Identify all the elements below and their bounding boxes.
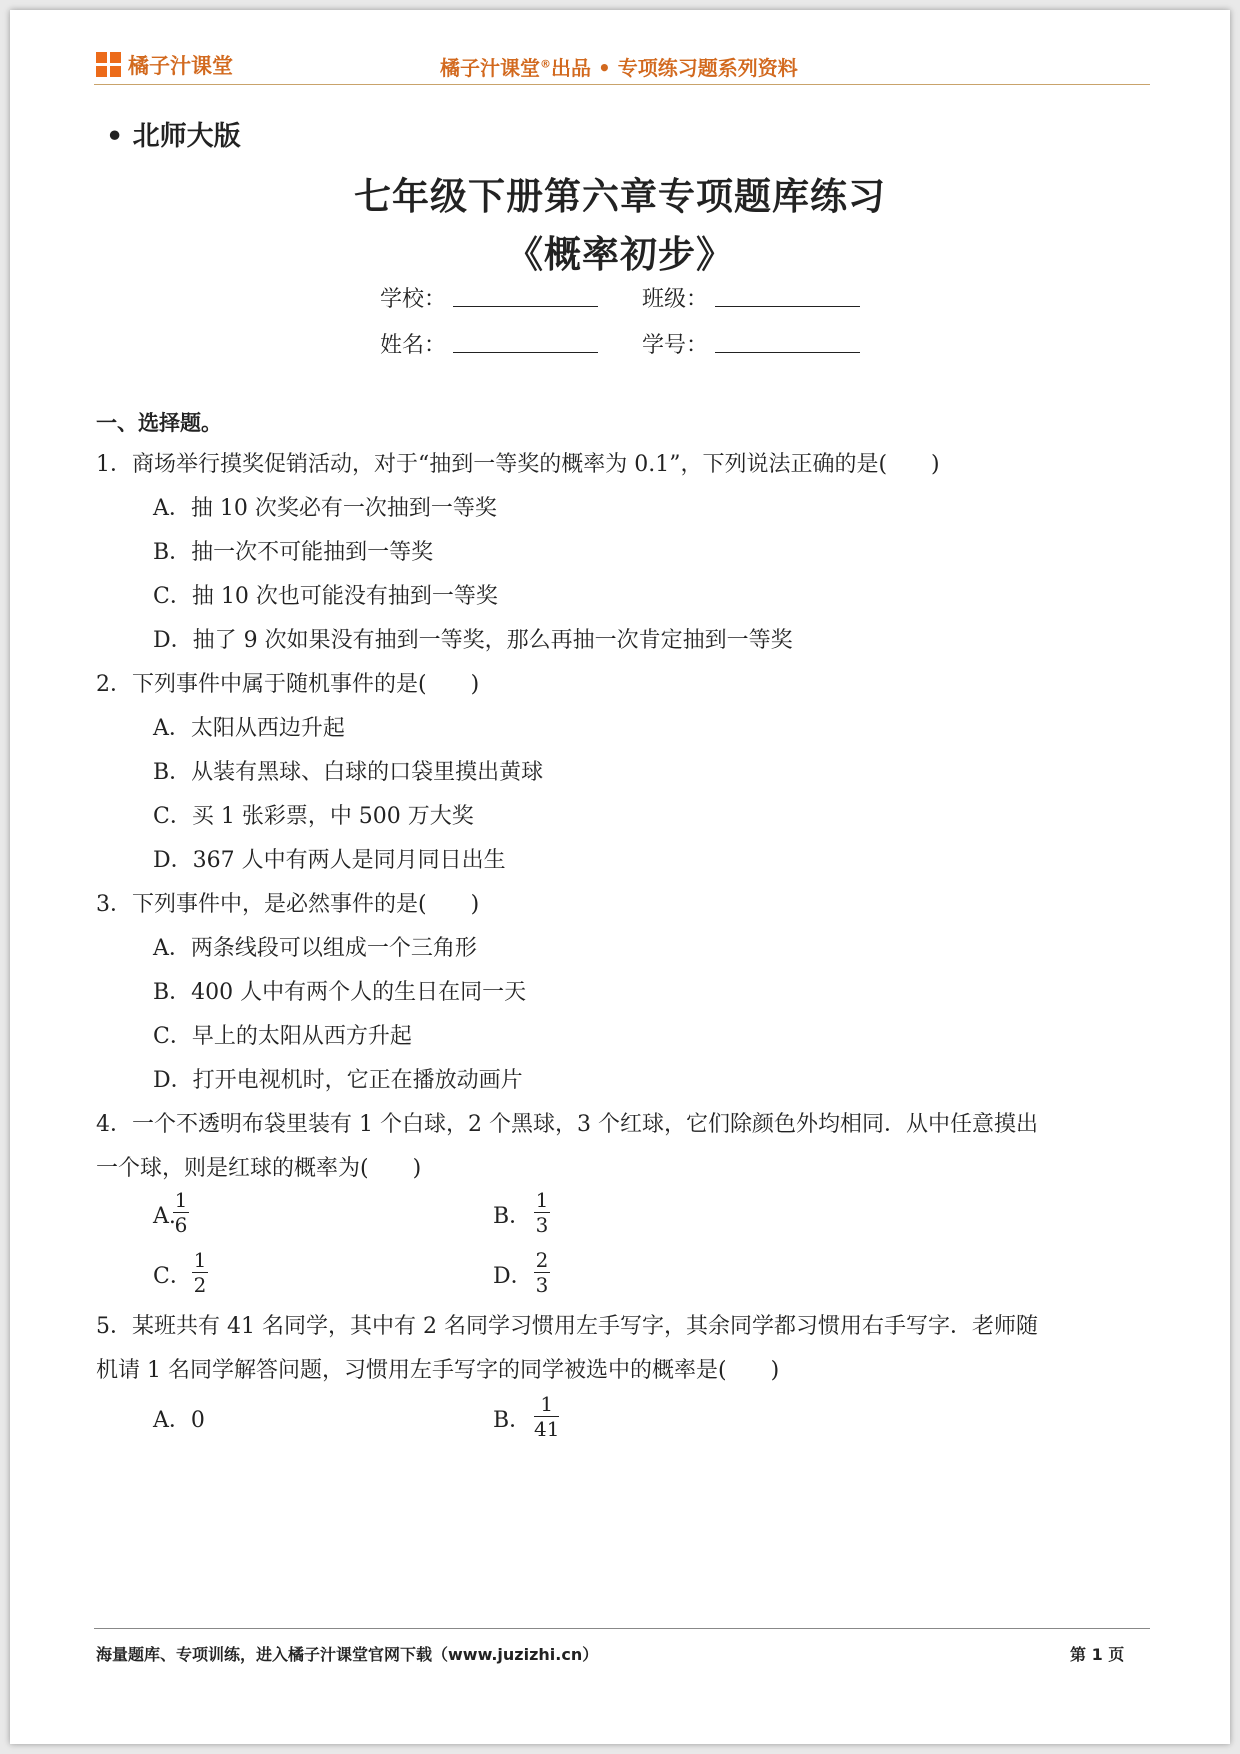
question-2-option-d: D．367 人中有两人是同月同日出生: [153, 848, 506, 873]
question-3-option-c: C．早上的太阳从西方升起: [153, 1024, 412, 1049]
question-1-option-d: D．抽了 9 次如果没有抽到一等奖，那么再抽一次肯定抽到一等奖: [153, 628, 793, 653]
question-4-option-b-fraction: [534, 1188, 550, 1237]
school-blank: [453, 306, 598, 307]
question-3-option-a: A．两条线段可以组成一个三角形: [153, 936, 477, 961]
fraction-denominator: 2: [193, 1273, 207, 1297]
fraction-denominator: 3: [535, 1213, 549, 1237]
fraction-numerator: 2: [535, 1248, 549, 1272]
fraction-numerator: 1: [193, 1248, 207, 1272]
name-blank: [453, 352, 598, 353]
fraction-denominator: 41: [534, 1417, 560, 1441]
class-blank: [715, 306, 860, 307]
question-3-stem: 3．下列事件中，是必然事件的是( ): [96, 892, 480, 917]
question-4-stem-line-2: 一个球，则是红球的概率为( ): [96, 1156, 422, 1181]
document-page: [10, 10, 1230, 1744]
question-5-option-b-label: B．: [493, 1408, 532, 1433]
class-label: 班级：: [642, 287, 709, 312]
page-number: 第 1 页: [1070, 1645, 1125, 1664]
question-2-option-a: A．太阳从西边升起: [153, 716, 345, 741]
orange-logo-icon: [96, 52, 122, 78]
question-4-option-b-label: B．: [493, 1204, 532, 1229]
question-1-option-a: A．抽 10 次奖必有一次抽到一等奖: [153, 496, 497, 521]
edition-label: • 北师大版: [106, 121, 241, 152]
number-blank: [715, 352, 860, 353]
header-tagline: 橘子汁课堂®出品 • 专项练习题系列资料: [440, 56, 798, 80]
fraction-numerator: 1: [535, 1188, 549, 1212]
question-4-stem-line-1: 4．一个不透明布袋里装有 1 个白球，2 个黑球，3 个红球，它们除颜色外均相同．从中任意摸出: [96, 1112, 1038, 1137]
question-4-option-c-label: C．: [153, 1264, 192, 1289]
fraction-numerator: 1: [540, 1392, 554, 1416]
question-4-option-a-fraction: [173, 1188, 189, 1237]
question-5-option-a: A．0: [153, 1408, 205, 1433]
question-1-option-c: C．抽 10 次也可能没有抽到一等奖: [153, 584, 498, 609]
brand-name: 橘子汁课堂: [128, 54, 233, 78]
brand-logo: [96, 50, 233, 80]
school-label: 学校：: [380, 287, 447, 312]
question-4-option-d-fraction: [534, 1248, 550, 1297]
question-5-option-b-fraction: [534, 1392, 559, 1441]
question-2-option-b: B．从装有黑球、白球的口袋里摸出黄球: [153, 760, 544, 785]
question-1-stem: 1．商场举行摸奖促销活动，对于“抽到一等奖的概率为 0.1”，下列说法正确的是( ): [96, 452, 940, 477]
fraction-denominator: 3: [535, 1273, 549, 1297]
question-4-option-c-fraction: [192, 1248, 208, 1297]
page-subtitle: 《概率初步》: [506, 232, 734, 276]
page-title: 七年级下册第六章专项题库练习: [354, 174, 886, 218]
number-label: 学号：: [642, 333, 709, 358]
fraction-denominator: 6: [174, 1213, 188, 1237]
question-5-stem-line-2: 机请 1 名同学解答问题，习惯用左手写字的同学被选中的概率是( ): [96, 1358, 780, 1383]
question-1-option-b: B．抽一次不可能抽到一等奖: [153, 540, 434, 565]
question-5-stem-line-1: 5．某班共有 41 名同学，其中有 2 名同学习惯用左手写字，其余同学都习惯用右手写字．老师随: [96, 1314, 1038, 1339]
question-4-option-a-label: A.: [153, 1204, 176, 1229]
footer-promo: 海量题库、专项训练，进入橘子汁课堂官网下载（www.juzizhi.cn）: [96, 1645, 599, 1664]
question-3-option-b: B．400 人中有两个人的生日在同一天: [153, 980, 527, 1005]
header-divider: [94, 84, 1150, 85]
question-2-stem: 2．下列事件中属于随机事件的是( ): [96, 672, 480, 697]
question-2-option-c: C．买 1 张彩票，中 500 万大奖: [153, 804, 474, 829]
question-4-option-d-label: D．: [493, 1264, 533, 1289]
question-3-option-d: D．打开电视机时，它正在播放动画片: [153, 1068, 523, 1093]
fraction-numerator: 1: [174, 1188, 188, 1212]
section-title: 一、选择题。: [96, 411, 222, 435]
name-label: 姓名：: [380, 333, 447, 358]
footer-divider: [94, 1628, 1150, 1629]
